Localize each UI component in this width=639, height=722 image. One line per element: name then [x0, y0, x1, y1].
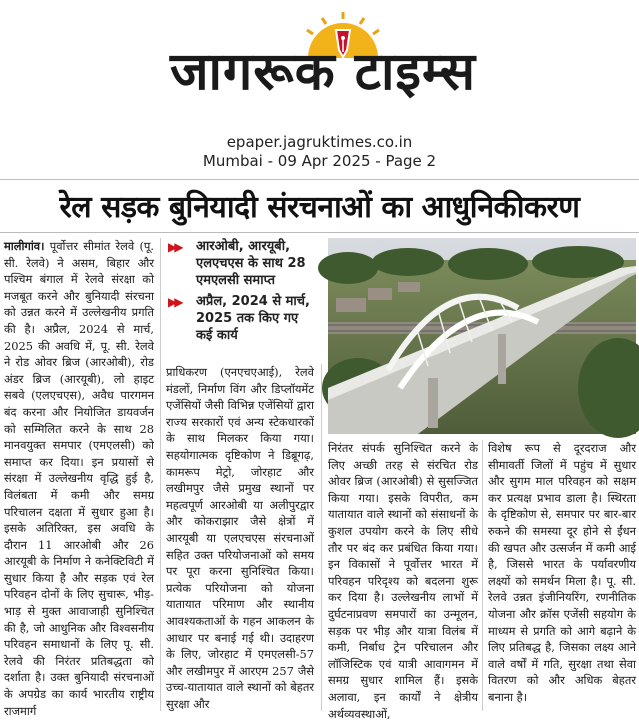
edition-date-page: Mumbai - 09 Apr 2025 - Page 2	[202, 152, 437, 170]
highlight-item	[166, 293, 316, 344]
railway-overbridge-photo	[328, 238, 636, 434]
divider	[0, 179, 639, 180]
masthead	[0, 0, 639, 130]
divider	[0, 232, 639, 233]
double-arrow-icon: ▶▶	[168, 295, 181, 309]
highlight-text: आरओबी, आरयूबी, एलएचएस के साथ 28 एमएलसी समाप्त	[196, 239, 306, 288]
highlight-text: अप्रैल, 2024 से मार्च, 2025 तक किए गए कई कार्य	[196, 294, 310, 343]
column-divider	[160, 238, 161, 711]
article-dateline: मालीगांव।	[4, 239, 45, 253]
article-highlights	[166, 238, 316, 358]
double-arrow-icon: ▶▶	[168, 240, 181, 254]
article-column-3: निरंतर संपर्क सुनिश्चित करने के लिए अच्छी तरह से संरचित रोड ओवर ब्रिज (आरओबी) से सुसज्जित किया गया। इसके विपरीत, कम यातायात वाले स्थानों को संसाधनों के कुशल उपयोग करने के लिए सीधे तौर पर बंद कर प्रबंधित किया गया। इन विकासों ने पूर्वोत्तर भारत में परिवहन परिदृश्य को बदलना शुरू कर दिया है। उल्लेखनीय लाभों में दुर्घटनाप्रवण समपारों का उन्मूलन, सड़क पर भीड़ और यात्रा विलंब में कमी, निर्बाध ट्रेन परिचालन और लॉजिस्टिक एवं यात्री आवागमन में समग्र सुधार शामिल हैं। इसके अलावा, इन कार्यों ने क्षेत्रीय अर्थव्यवस्थाओं,	[328, 441, 478, 721]
article-column-4: विशेष रूप से दूरदराज और सीमावर्ती जिलों में पहुंच में सुधार और सुगम माल परिवहन को सक्षम कर प्रत्यक्ष प्रभाव डाला है। स्थिरता के दृष्टिकोण से, समपार पर बार-बार रुकने की समस्या दूर होने से ईंधन की खपत और उत्सर्जन में कमी आई है, जिससे भारत के पर्यावरणीय लक्ष्यों को समर्थन मिला है। पू. सी. रेलवे उन्नत इंजीनियरिंग, रणनीतिक योजना और क्रॉस एजेंसी सहयोग के माध्यम से प्रगति को आगे बढ़ाने के लिए प्रतिबद्ध है, जिसका लक्ष्य आने वाले वर्षों में गति, सुरक्षा तथा सेवा वितरण को और अधिक बेहतर बनाना है।	[488, 441, 636, 704]
column-divider	[321, 364, 322, 711]
article-column-2: प्राधिकरण (एनएचएआई), रेलवे मंडलों, निर्माण विंग और डिप्लॉयमेंट एजेंसियों जैसी विभिन्न एजेंसियों द्वारा राज्य सरकारों एवं अन्य स्टेकधारकों के साथ मिलकर किया गया। सहयोगात्मक दृष्टिकोण ने डिब्रूगढ़, कामरूप मेट्रो, जोरहाट और लखीमपुर जैसे प्रमुख स्थानों पर महत्वपूर्ण आरओबी या अलीपुरद्वार और कोकराझार जैसे क्षेत्रों में आरयूबी या एलएचएस संरचनाओं सहित उक्त परियोजनाओं को समय पर पूरा करना सुनिश्चित किया। प्रत्येक परियोजना को योजना यातायात परिमाण और स्थानीय आवश्यकताओं के गहन आकलन के आधार पर बनाई गई थी। उदाहरण के लिए, जोरहाट में एमएलसी-57 और लखीमपुर में आरएम 257 जैसे उच्च-यातायात वाले स्थानों को बेहतर सुरक्षा और	[166, 365, 314, 711]
article-column-1	[4, 238, 154, 718]
highlight-item	[166, 238, 316, 289]
article-column-1-text: पूर्वोत्तर सीमांत रेलवे (पू. सी. रेलवे) ने असम, बिहार और पश्चिम बंगाल में रेलवे संरक्षा को मजबूत करने और बुनियादी संरचना को उन्नत करने में उल्लेखनीय प्रगति की है। अप्रैल, 2024 से मार्च, 2025 की अवधि में, पू. सी. रेलवे ने रोड ओवर ब्रिज (आरओबी), रोड अंडर ब्रिज (आरयूबी), लो हाइट सबवे (एलएचएस), अवैध पारगमन बंद करना और नियोजित डायवर्जन को सम्मिलित करने के साथ 28 मानवयुक्त समपार (एमएलसी) को समाप्त कर दिया। इन प्रयासों से संरक्षा में उल्लेखनीय वृद्धि हुई है, विलंबता में कमी और समग्र परिचालन दक्षता में सुधार हुआ है। इसके अतिरिक्त, इस अवधि के दौरान 11 आरओबी और 26 आरयूबी के निर्माण ने कनेक्टिविटी में सुधार किया है और सड़क एवं रेल परिवहन दोनों के लिए सुचारू, भीड़-भाड़ से मुक्त आवाजाही सुनिश्चित की है, जो आधुनिक और विश्वसनीय परिवहन समाधानों के लिए पू. सी. रेलवे की निरंतर प्रतिबद्धता को दर्शाता है। उक्त बुनियादी संरचनाओं के अपग्रेड का कार्य भारतीय राष्ट्रीय राजमार्ग	[4, 239, 154, 718]
column-divider	[482, 440, 483, 711]
article-headline: रेल सड़क बुनियादी संरचनाओं का आधुनिकीकरण	[59, 190, 580, 225]
epaper-url: epaper.jagruktimes.co.in	[226, 133, 413, 151]
newspaper-logo: जागरूक टाइम्स	[169, 42, 477, 102]
